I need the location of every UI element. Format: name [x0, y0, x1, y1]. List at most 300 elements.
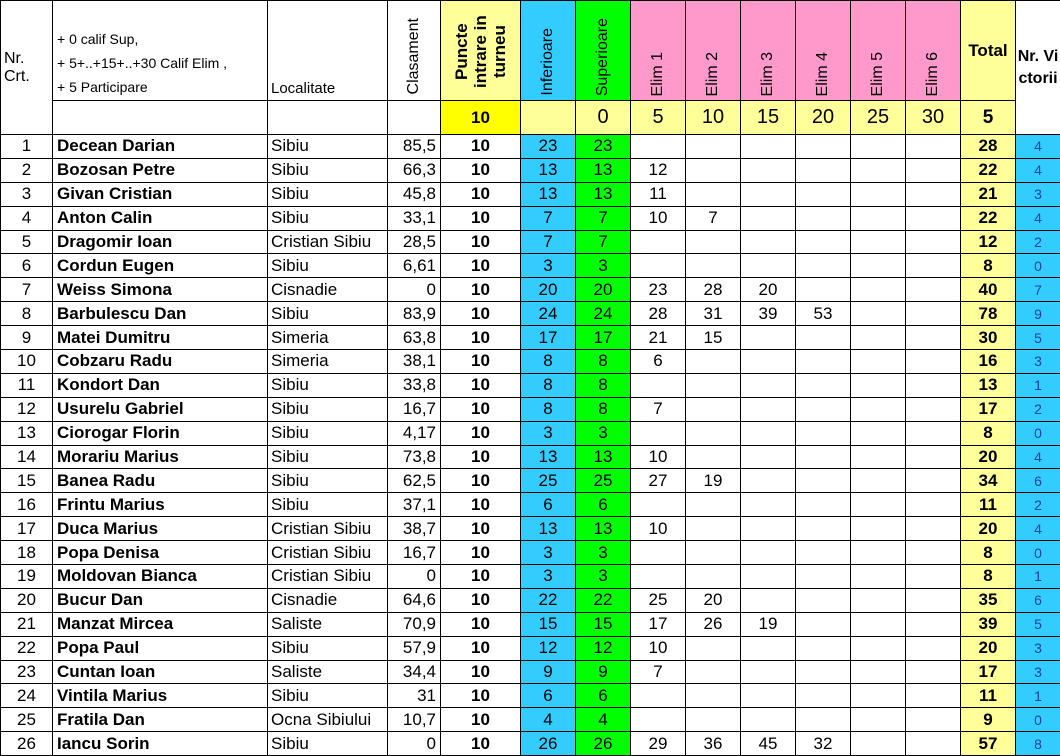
elim-3-value: [741, 469, 796, 493]
player-locality: Sibiu: [268, 493, 388, 517]
row-number: 16: [1, 493, 53, 517]
superioare-value: 20: [576, 278, 631, 302]
player-name: Frintu Marius: [53, 493, 268, 517]
elim-1-value: 27: [631, 469, 686, 493]
inferioare-value: 7: [521, 230, 576, 254]
player-name: Duca Marius: [53, 517, 268, 541]
table-row: [1, 732, 1060, 756]
elim-6-value: [906, 612, 961, 636]
entry-points: 10: [441, 541, 521, 565]
header-elim-3: Elim 3: [741, 1, 796, 101]
elim-1-value: [631, 421, 686, 445]
player-locality: Sibiu: [268, 135, 388, 159]
elim-3-value: [741, 565, 796, 589]
total-value: 30: [961, 326, 1016, 350]
inferioare-value: 3: [521, 421, 576, 445]
elim-3-value: [741, 708, 796, 732]
elim-4-value: [796, 397, 851, 421]
elim-1-value: [631, 708, 686, 732]
player-locality: Sibiu: [268, 158, 388, 182]
elim-2-value: [686, 135, 741, 159]
ranking-score: 6,61: [388, 254, 441, 278]
total-value: 9: [961, 708, 1016, 732]
total-value: 8: [961, 421, 1016, 445]
elim-2-value: 36: [686, 732, 741, 756]
player-name: Dragomir Ioan: [53, 230, 268, 254]
victories-value: 7: [1016, 278, 1060, 302]
entry-points: 10: [441, 373, 521, 397]
elim-6-value: [906, 182, 961, 206]
elim-5-value: [851, 182, 906, 206]
elim-3-value: [741, 541, 796, 565]
elim-3-value: [741, 660, 796, 684]
ranking-score: 10,7: [388, 708, 441, 732]
ranking-score: 33,8: [388, 373, 441, 397]
superioare-value: 3: [576, 421, 631, 445]
header-inferioare: Inferioare: [521, 1, 576, 101]
table-row: [1, 708, 1060, 732]
elim-4-value: [796, 493, 851, 517]
elim-3-value: [741, 588, 796, 612]
elim-3-value: [741, 350, 796, 374]
elim-5-value: [851, 278, 906, 302]
player-name: Givan Cristian: [53, 182, 268, 206]
elim-4-value: [796, 350, 851, 374]
elim-5-value: [851, 660, 906, 684]
elim-3-value: [741, 206, 796, 230]
table-row: [1, 493, 1060, 517]
superioare-value: 7: [576, 230, 631, 254]
elim-2-value: 31: [686, 302, 741, 326]
player-name: Iancu Sorin: [53, 732, 268, 756]
inferioare-value: 13: [521, 182, 576, 206]
elim-3-value: 19: [741, 612, 796, 636]
elim-4-value: [796, 254, 851, 278]
elim-5-value: [851, 158, 906, 182]
elim-4-value: [796, 565, 851, 589]
inferioare-value: 13: [521, 158, 576, 182]
row-number: 3: [1, 182, 53, 206]
superioare-value: 9: [576, 660, 631, 684]
player-locality: Sibiu: [268, 302, 388, 326]
elim-1-value: [631, 684, 686, 708]
inferioare-value: 12: [521, 636, 576, 660]
elim-6-value: [906, 254, 961, 278]
total-value: 12: [961, 230, 1016, 254]
row-number: 6: [1, 254, 53, 278]
elim-6-value: [906, 135, 961, 159]
elim-1-value: 10: [631, 445, 686, 469]
elim-6-value: [906, 278, 961, 302]
table-row: [1, 254, 1060, 278]
ranking-score: 0: [388, 565, 441, 589]
entry-points: 10: [441, 445, 521, 469]
row-number: 14: [1, 445, 53, 469]
entry-points: 10: [441, 135, 521, 159]
elim-4-value: [796, 278, 851, 302]
header-elim-2: Elim 2: [686, 1, 741, 101]
table-row: [1, 326, 1060, 350]
elim-4-value: [796, 636, 851, 660]
ranking-score: 31: [388, 684, 441, 708]
table-row: [1, 158, 1060, 182]
elim-3-value: [741, 493, 796, 517]
table-row: [1, 588, 1060, 612]
player-name: Bucur Dan: [53, 588, 268, 612]
row-number: 18: [1, 541, 53, 565]
row-number: 23: [1, 660, 53, 684]
header-total: Total: [961, 1, 1016, 101]
header-elim-4: Elim 4: [796, 1, 851, 101]
elim-1-value: [631, 541, 686, 565]
ranking-score: 70,9: [388, 612, 441, 636]
player-locality: Ocna Sibiului: [268, 708, 388, 732]
elim-3-value: 45: [741, 732, 796, 756]
entry-points: 10: [441, 684, 521, 708]
row-number: 26: [1, 732, 53, 756]
victories-value: 3: [1016, 182, 1060, 206]
elim-5-value: [851, 684, 906, 708]
elim-5-value: [851, 636, 906, 660]
ranking-score: 85,5: [388, 135, 441, 159]
total-value: 40: [961, 278, 1016, 302]
ranking-score: 16,7: [388, 397, 441, 421]
victories-value: 2: [1016, 493, 1060, 517]
elim-6-value: [906, 230, 961, 254]
ranking-score: 4,17: [388, 421, 441, 445]
total-value: 22: [961, 158, 1016, 182]
player-name: Kondort Dan: [53, 373, 268, 397]
table-row: [1, 135, 1060, 159]
elim-2-value: [686, 421, 741, 445]
elim-3-value: [741, 182, 796, 206]
player-locality: Sibiu: [268, 684, 388, 708]
entry-points: 10: [441, 732, 521, 756]
elim-1-value: 7: [631, 397, 686, 421]
table-row: [1, 278, 1060, 302]
elim-4-value: [796, 445, 851, 469]
inferioare-value: 7: [521, 206, 576, 230]
player-locality: Cristian Sibiu: [268, 230, 388, 254]
superioare-value: 3: [576, 254, 631, 278]
inferioare-value: 6: [521, 493, 576, 517]
victories-value: 4: [1016, 158, 1060, 182]
points-superioare: 0: [576, 101, 631, 135]
total-value: 78: [961, 302, 1016, 326]
elim-4-value: 53: [796, 302, 851, 326]
header-nr-crt: Nr. Crt.: [1, 1, 53, 135]
row-number: 9: [1, 326, 53, 350]
total-value: 34: [961, 469, 1016, 493]
elim-2-value: 19: [686, 469, 741, 493]
elim-1-value: [631, 135, 686, 159]
total-value: 11: [961, 493, 1016, 517]
elim-2-value: 20: [686, 588, 741, 612]
elim-5-value: [851, 254, 906, 278]
elim-5-value: [851, 588, 906, 612]
superioare-value: 3: [576, 565, 631, 589]
total-value: 20: [961, 517, 1016, 541]
points-inferioare: [521, 101, 576, 135]
row-number: 24: [1, 684, 53, 708]
entry-points: 10: [441, 326, 521, 350]
victories-value: 4: [1016, 206, 1060, 230]
superioare-value: 13: [576, 158, 631, 182]
points-loc-cell: [268, 101, 388, 135]
elim-1-value: 10: [631, 206, 686, 230]
player-locality: Cisnadie: [268, 278, 388, 302]
victories-value: 8: [1016, 732, 1060, 756]
entry-points: 10: [441, 469, 521, 493]
elim-1-value: [631, 565, 686, 589]
header-scoring-note: [53, 1, 268, 101]
superioare-value: 8: [576, 373, 631, 397]
elim-5-value: [851, 302, 906, 326]
row-number: 15: [1, 469, 53, 493]
ranking-score: 83,9: [388, 302, 441, 326]
elim-3-value: [741, 517, 796, 541]
table-row: [1, 230, 1060, 254]
elim-4-value: [796, 660, 851, 684]
entry-points: 10: [441, 612, 521, 636]
elim-6-value: [906, 373, 961, 397]
superioare-value: 23: [576, 135, 631, 159]
entry-points: 10: [441, 421, 521, 445]
elim-6-value: [906, 517, 961, 541]
player-locality: Sibiu: [268, 206, 388, 230]
player-locality: Cristian Sibiu: [268, 517, 388, 541]
player-name: Popa Denisa: [53, 541, 268, 565]
table-row: [1, 469, 1060, 493]
total-value: 8: [961, 565, 1016, 589]
points-note-cell: [53, 101, 268, 135]
elim-6-value: [906, 326, 961, 350]
row-number: 8: [1, 302, 53, 326]
victories-value: 0: [1016, 708, 1060, 732]
elim-5-value: [851, 565, 906, 589]
table-row: [1, 517, 1060, 541]
total-value: 20: [961, 636, 1016, 660]
elim-2-value: [686, 541, 741, 565]
entry-points: 10: [441, 230, 521, 254]
elim-2-value: 7: [686, 206, 741, 230]
superioare-value: 22: [576, 588, 631, 612]
elim-5-value: [851, 541, 906, 565]
total-value: 17: [961, 660, 1016, 684]
points-elim-1: 5: [631, 101, 686, 135]
elim-2-value: [686, 350, 741, 374]
ranking-score: 0: [388, 278, 441, 302]
elim-3-value: [741, 230, 796, 254]
table-row: [1, 397, 1060, 421]
total-value: 35: [961, 588, 1016, 612]
header-clasament: Clasament: [388, 1, 441, 101]
ranking-score: 62,5: [388, 469, 441, 493]
elim-5-value: [851, 445, 906, 469]
player-locality: Sibiu: [268, 421, 388, 445]
elim-5-value: [851, 517, 906, 541]
superioare-value: 17: [576, 326, 631, 350]
superioare-value: 15: [576, 612, 631, 636]
player-name: Banea Radu: [53, 469, 268, 493]
elim-3-value: [741, 254, 796, 278]
elim-4-value: [796, 182, 851, 206]
total-value: 21: [961, 182, 1016, 206]
player-name: Cuntan Ioan: [53, 660, 268, 684]
elim-3-value: [741, 373, 796, 397]
row-number: 10: [1, 350, 53, 374]
table-row: [1, 373, 1060, 397]
elim-1-value: [631, 373, 686, 397]
inferioare-value: 8: [521, 373, 576, 397]
player-name: Cordun Eugen: [53, 254, 268, 278]
elim-1-value: [631, 254, 686, 278]
inferioare-value: 13: [521, 445, 576, 469]
victories-value: 1: [1016, 373, 1060, 397]
elim-2-value: [686, 493, 741, 517]
victories-value: 4: [1016, 445, 1060, 469]
header-superioare: Superioare: [576, 1, 631, 101]
total-value: 13: [961, 373, 1016, 397]
points-row: [1, 101, 1060, 135]
scoring-note-line: + 5 Participare: [57, 76, 267, 100]
total-value: 20: [961, 445, 1016, 469]
ranking-score: 45,8: [388, 182, 441, 206]
elim-4-value: [796, 326, 851, 350]
elim-1-value: 23: [631, 278, 686, 302]
elim-4-value: [796, 541, 851, 565]
inferioare-value: 17: [521, 326, 576, 350]
elim-6-value: [906, 636, 961, 660]
elim-2-value: [686, 660, 741, 684]
header-elim-6: Elim 6: [906, 1, 961, 101]
victories-value: 0: [1016, 421, 1060, 445]
elim-4-value: [796, 230, 851, 254]
total-value: 17: [961, 397, 1016, 421]
victories-value: 3: [1016, 636, 1060, 660]
total-value: 57: [961, 732, 1016, 756]
player-locality: Sibiu: [268, 254, 388, 278]
player-locality: Sibiu: [268, 469, 388, 493]
table-row: [1, 636, 1060, 660]
elim-1-value: [631, 230, 686, 254]
row-number: 13: [1, 421, 53, 445]
total-value: 28: [961, 135, 1016, 159]
superioare-value: 8: [576, 397, 631, 421]
victories-value: 1: [1016, 565, 1060, 589]
elim-4-value: [796, 588, 851, 612]
points-cls-cell: [388, 101, 441, 135]
victories-value: 4: [1016, 517, 1060, 541]
elim-1-value: 12: [631, 158, 686, 182]
elim-5-value: [851, 135, 906, 159]
elim-3-value: [741, 135, 796, 159]
elim-5-value: [851, 732, 906, 756]
row-number: 20: [1, 588, 53, 612]
header-elim-1: Elim 1: [631, 1, 686, 101]
ranking-score: 28,5: [388, 230, 441, 254]
victories-value: 5: [1016, 326, 1060, 350]
inferioare-value: 3: [521, 541, 576, 565]
table-row: [1, 302, 1060, 326]
elim-1-value: [631, 493, 686, 517]
player-name: Moldovan Bianca: [53, 565, 268, 589]
elim-6-value: [906, 397, 961, 421]
elim-1-value: 7: [631, 660, 686, 684]
elim-2-value: [686, 230, 741, 254]
elim-3-value: 20: [741, 278, 796, 302]
row-number: 11: [1, 373, 53, 397]
elim-2-value: [686, 254, 741, 278]
elim-5-value: [851, 373, 906, 397]
ranking-score: 57,9: [388, 636, 441, 660]
inferioare-value: 25: [521, 469, 576, 493]
elim-6-value: [906, 660, 961, 684]
player-name: Manzat Mircea: [53, 612, 268, 636]
victories-value: 4: [1016, 135, 1060, 159]
elim-5-value: [851, 421, 906, 445]
elim-2-value: [686, 708, 741, 732]
elim-1-value: 6: [631, 350, 686, 374]
elim-5-value: [851, 708, 906, 732]
player-name: Anton Calin: [53, 206, 268, 230]
elim-1-value: 28: [631, 302, 686, 326]
entry-points: 10: [441, 254, 521, 278]
elim-5-value: [851, 493, 906, 517]
victories-value: 0: [1016, 254, 1060, 278]
superioare-value: 4: [576, 708, 631, 732]
player-locality: Cisnadie: [268, 588, 388, 612]
elim-2-value: [686, 397, 741, 421]
player-name: Decean Darian: [53, 135, 268, 159]
elim-2-value: [686, 684, 741, 708]
ranking-score: 63,8: [388, 326, 441, 350]
ranking-score: 37,1: [388, 493, 441, 517]
superioare-value: 13: [576, 182, 631, 206]
table-row: [1, 541, 1060, 565]
row-number: 5: [1, 230, 53, 254]
table-row: [1, 565, 1060, 589]
superioare-value: 12: [576, 636, 631, 660]
entry-points: 10: [441, 350, 521, 374]
elim-4-value: [796, 612, 851, 636]
table-row: [1, 660, 1060, 684]
elim-6-value: [906, 732, 961, 756]
header-localitate: Localitate: [268, 1, 388, 101]
elim-6-value: [906, 158, 961, 182]
inferioare-value: 8: [521, 350, 576, 374]
elim-5-value: [851, 469, 906, 493]
elim-3-value: [741, 636, 796, 660]
entry-points: 10: [441, 660, 521, 684]
elim-3-value: [741, 326, 796, 350]
player-locality: Cristian Sibiu: [268, 541, 388, 565]
elim-6-value: [906, 588, 961, 612]
elim-3-value: [741, 684, 796, 708]
inferioare-value: 20: [521, 278, 576, 302]
superioare-value: 13: [576, 517, 631, 541]
ranking-score: 34,4: [388, 660, 441, 684]
table-row: [1, 206, 1060, 230]
elim-1-value: 10: [631, 517, 686, 541]
player-locality: Saliste: [268, 612, 388, 636]
elim-2-value: 26: [686, 612, 741, 636]
player-locality: Simeria: [268, 326, 388, 350]
elim-5-value: [851, 350, 906, 374]
scoring-note-line: + 0 calif Sup,: [57, 28, 267, 52]
ranking-score: 38,7: [388, 517, 441, 541]
elim-4-value: [796, 206, 851, 230]
